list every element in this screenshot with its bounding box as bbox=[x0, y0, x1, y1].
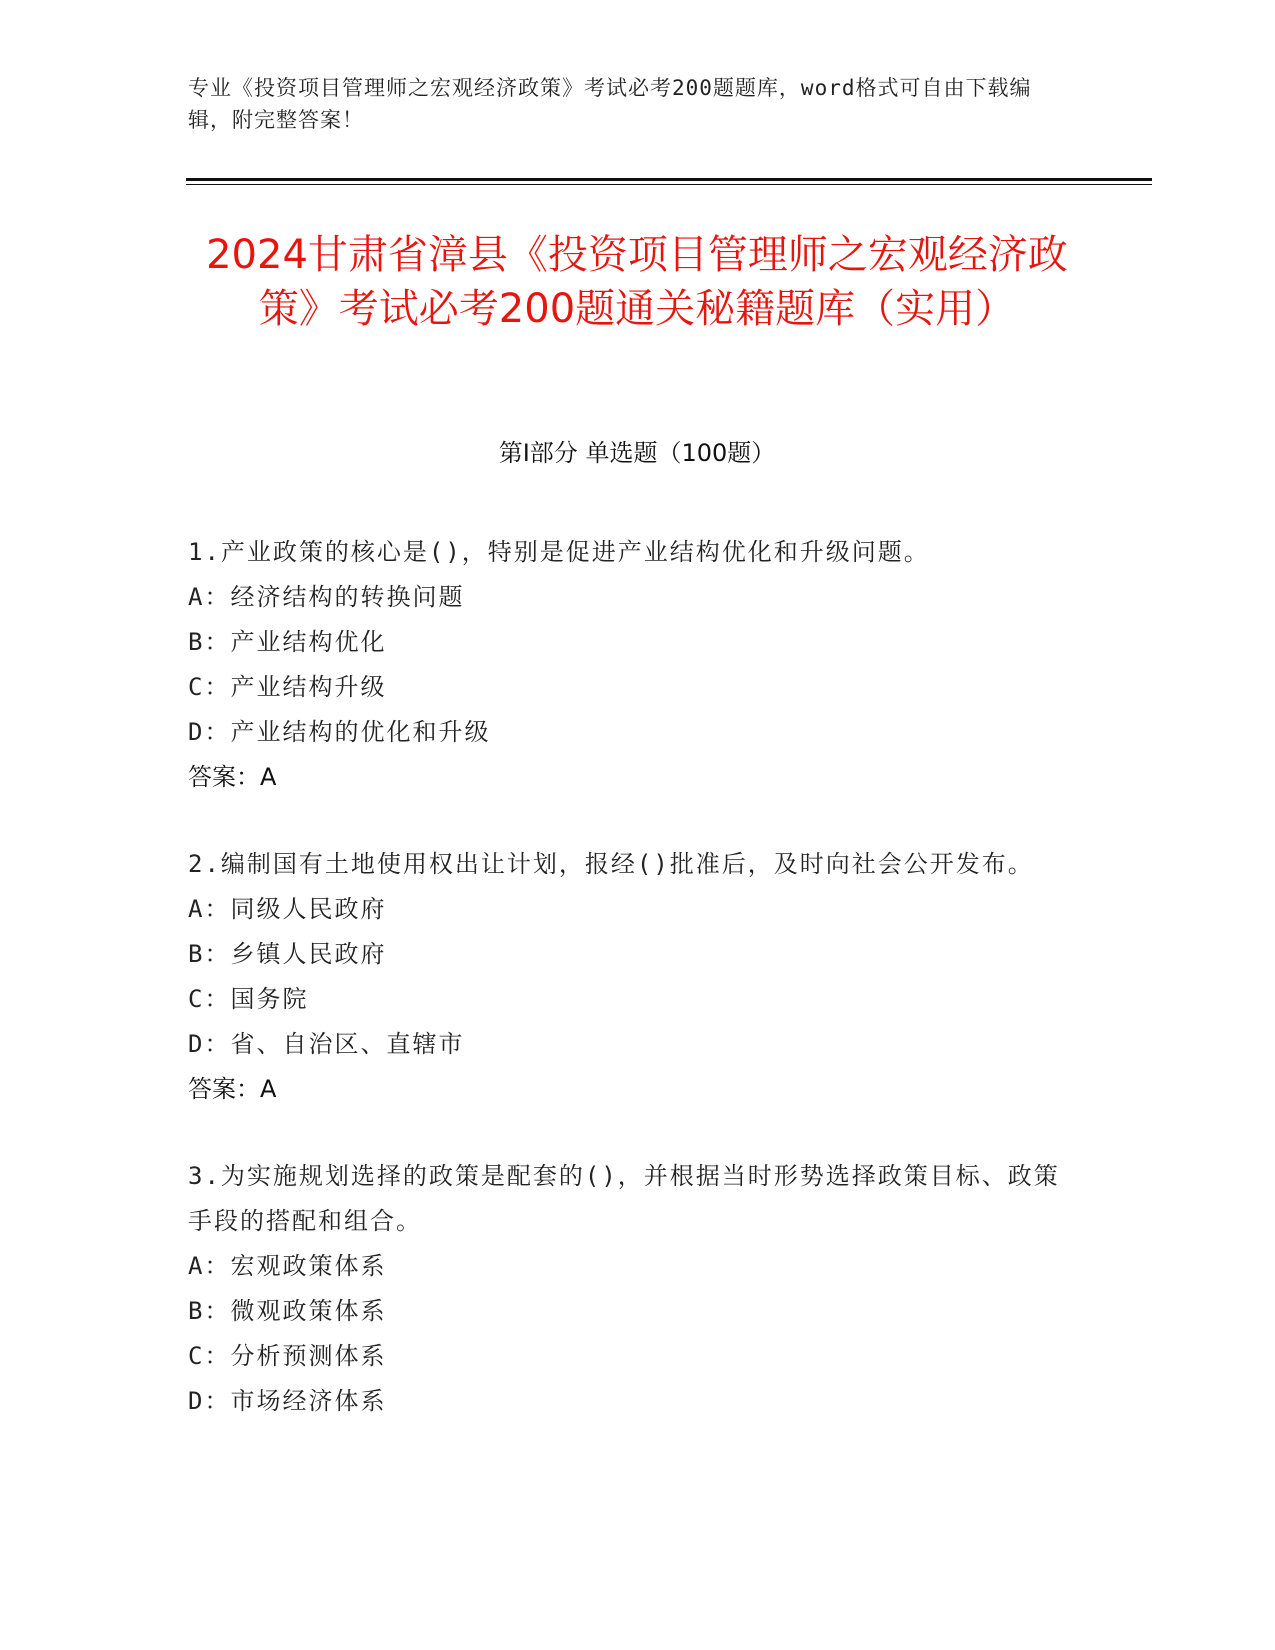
question-3 bbox=[188, 1154, 1068, 1424]
question-2 bbox=[188, 842, 1068, 1112]
option-b: B：产业结构优化 bbox=[188, 628, 387, 656]
option-d: D：市场经济体系 bbox=[188, 1387, 387, 1415]
option-c: C：分析预测体系 bbox=[188, 1342, 387, 1370]
section-heading: 第I部分 单选题（100题） bbox=[498, 439, 776, 467]
option-a: A：同级人民政府 bbox=[188, 895, 387, 923]
option-a: A：经济结构的转换问题 bbox=[188, 583, 465, 611]
question-1 bbox=[188, 530, 1068, 800]
option-d: D：省、自治区、直辖市 bbox=[188, 1030, 465, 1058]
question-stem: 1.产业政策的核心是()，特别是促进产业结构优化和升级问题。 bbox=[188, 538, 930, 566]
question-stem: 2.编制国有土地使用权出让计划，报经()批准后，及时向社会公开发布。 bbox=[188, 850, 1034, 878]
option-c: C：产业结构升级 bbox=[188, 673, 387, 701]
option-b: B：微观政策体系 bbox=[188, 1297, 387, 1325]
option-c: C：国务院 bbox=[188, 985, 309, 1013]
answer-line: 答案：A bbox=[188, 1075, 277, 1103]
header-divider-thin bbox=[186, 184, 1152, 185]
document-title: 2024甘肃省漳县《投资项目管理师之宏观经济政策》考试必考200题通关秘籍题库（实用） bbox=[206, 232, 1068, 332]
option-b: B：乡镇人民政府 bbox=[188, 940, 387, 968]
answer-line: 答案：A bbox=[188, 763, 277, 791]
header-note: 专业《投资项目管理师之宏观经济政策》考试必考200题题库，word格式可自由下载编辑，附完整答案！ bbox=[188, 76, 1032, 132]
question-stem: 3.为实施规划选择的政策是配套的()，并根据当时形势选择政策目标、政策手段的搭配和组合。 bbox=[188, 1162, 1060, 1235]
option-d: D：产业结构的优化和升级 bbox=[188, 718, 491, 746]
header-divider-thick bbox=[186, 178, 1152, 181]
question-list bbox=[188, 530, 1068, 1466]
option-a: A：宏观政策体系 bbox=[188, 1252, 387, 1280]
